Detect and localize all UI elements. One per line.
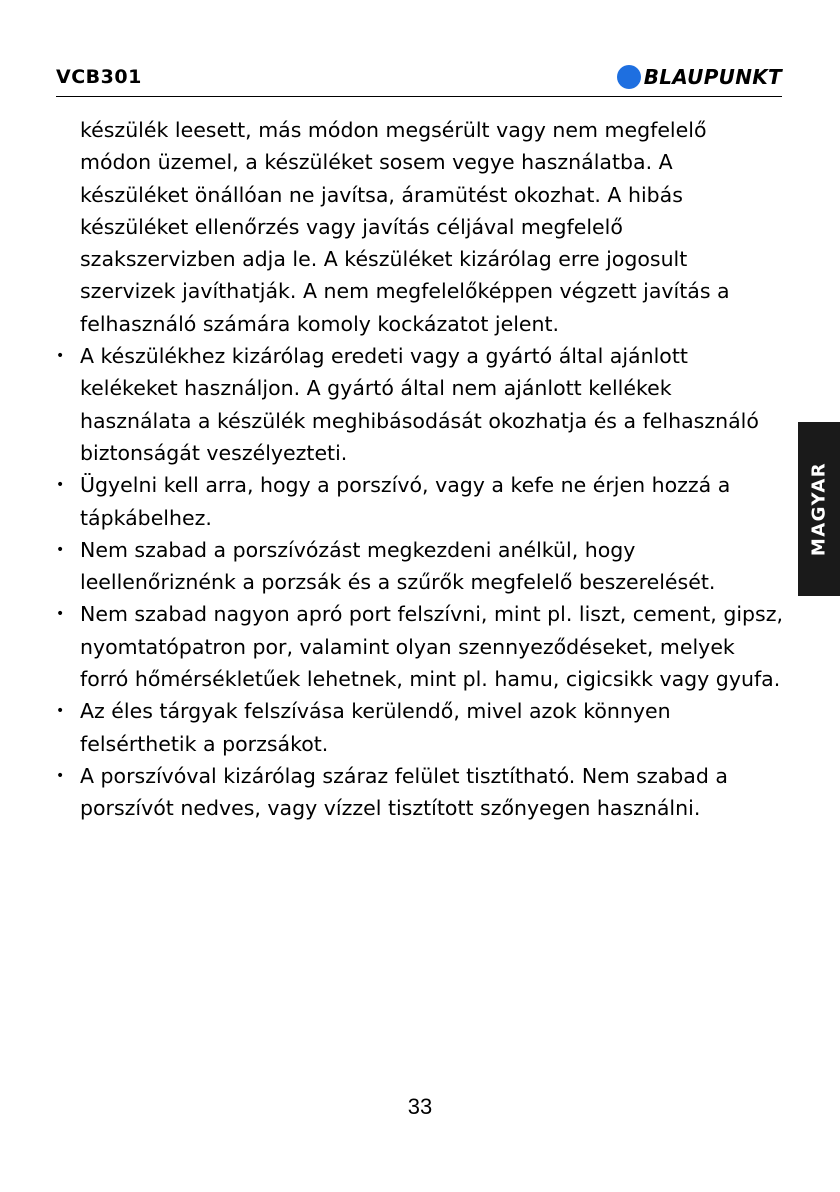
bullet-text: A készülékhez kizárólag eredeti vagy a gyártó által ajánlott kelékeket használjon. A gyártó által nem ajánlott kellékek használata a készülék meghibásodását okozhatja és a felhasználó biztonságát veszélyezteti. [80,344,759,465]
bullet-icon: • [56,606,65,623]
bullet-icon: • [56,767,65,784]
page-number: 33 [407,1094,433,1119]
bullet-item-filters [56,534,784,599]
bullet-icon: • [56,541,65,558]
brand-name: BLAUPUNKT [643,65,782,89]
bullet-text: Az éles tárgyak felszívása kerülendő, mivel azok könnyen felsérthetik a porzsákot. [80,699,671,756]
bullet-item-sharp-objects [56,695,784,760]
bullet-text: Nem szabad nagyon apró port felszívni, mint pl. liszt, cement, gipsz, nyomtatópatron por, valamint olyan szennyeződéseket, melyek forró hőmérsékletűek lehetnek, mint pl. hamu, cigicsikk vagy gyufa. [80,602,784,692]
bullet-text: A porszívóval kizárólag száraz felület tisztítható. Nem szabad a porszívót nedves, vagy vízzel tisztított szőnyegen használni. [80,763,728,821]
bullet-text: Ügyelni kell arra, hogy a porszívó, vagy a kefe ne érjen hozzá a tápkábelhez. [80,473,731,530]
document-body [56,114,784,825]
bullet-item-accessories [56,340,784,469]
page-header [56,62,782,97]
bullet-icon: • [56,477,65,494]
bullet-icon: • [56,703,65,720]
bullet-item-cable [56,469,784,534]
language-tab [798,422,840,596]
brand-logo [617,64,782,90]
brand-dot-icon [617,65,641,89]
bullet-item-dry-surface [56,760,784,825]
intro-paragraph: készülék leesett, más módon megsérült vagy nem megfelelő módon üzemel, a készüléket sosem vegye használatba. A készüléket önállóan ne javítsa, áramütést okozhat. A hibás készüléket ellenőrzés vagy javítás céljával megfelelő szakszervizben adja le. A készüléket kizárólag erre jogosult szervizek javíthatják. A nem megfelelőképpen végzett javítás a felhasználó számára komoly kockázatot jelent. [80,118,730,336]
model-number: VCB301 [56,66,142,88]
language-tab-label: MAGYAR [808,461,830,557]
bullet-icon: • [56,348,65,365]
bullet-text: Nem szabad a porszívózást megkezdeni anélkül, hogy leellenőriznénk a porzsák és a szűrők megfelelő beszerelését. [80,537,716,595]
bullet-item-fine-dust [56,598,784,695]
